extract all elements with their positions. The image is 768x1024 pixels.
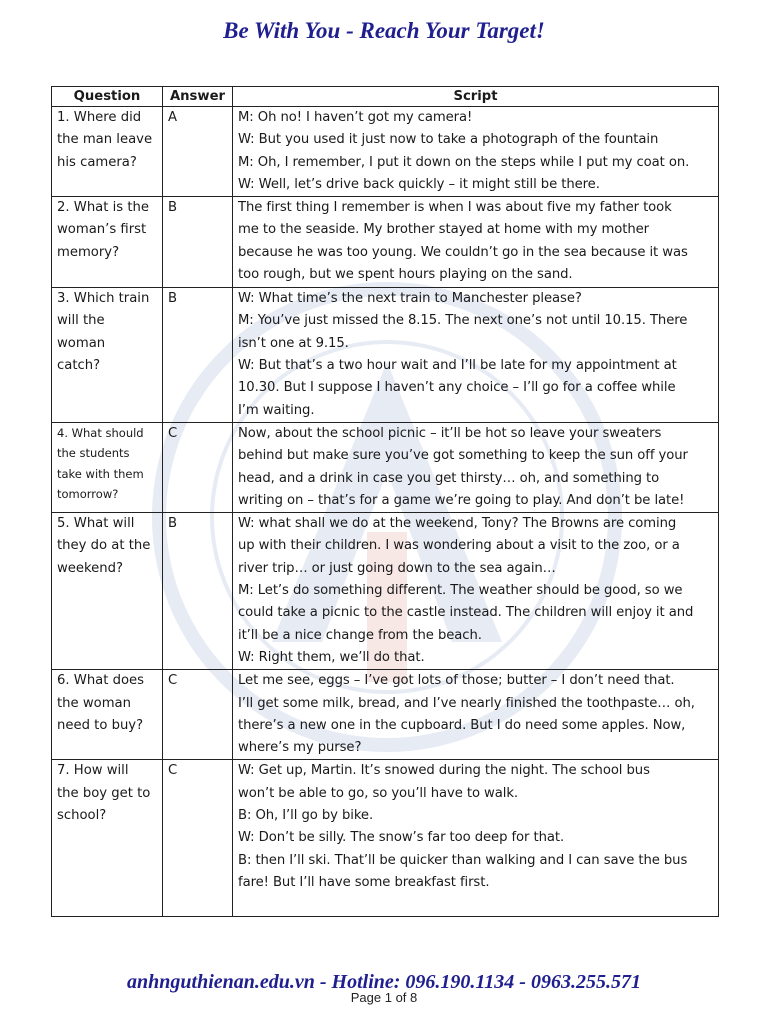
question-cell: 6. What does the woman need to buy? [52,670,163,760]
table-row [52,670,719,760]
answer-cell: C [163,422,233,512]
column-header-answer: Answer [163,87,233,107]
question-cell: 7. How will the boy get to school? [52,760,163,917]
column-header-question: Question [52,87,163,107]
footer-contact: anhnguthienan.edu.vn - Hotline: 096.190.1134 - 0963.255.571 [127,971,641,993]
column-header-script: Script [233,87,719,107]
table-header-row [52,87,719,107]
script-cell: W: What time’s the next train to Manchester please? M: You’ve just missed the 8.15. The next one’s not until 10.15. There isn’t one at 9.15. W: But that’s a two hour wait and I’ll be late for my appointment at 10.30. But I suppose I haven’t any choice – I’ll go for a coffee while I’m waiting. [233,288,719,423]
script-cell: Now, about the school picnic – it’ll be hot so leave your sweaters behind but make sure you’ve got something to keep the sun off your head, and a drink in case you get thirsty… oh, and something to writing on – that’s for a game we’re going to play. And don’t be late! [233,422,719,512]
question-cell: 2. What is the woman’s first memory? [52,197,163,288]
table-row [52,422,719,512]
answer-cell: C [163,760,233,917]
script-cell: W: Get up, Martin. It’s snowed during the night. The school bus won’t be able to go, so you’ll have to walk. B: Oh, I’ll go by bike. W: Don’t be silly. The snow’s far too deep for that. B: then I’ll ski. That’ll be quicker than walking and I can save the bus fare! But I’ll have some breakfast first. [233,760,719,917]
page-header-title: Be With You - Reach Your Target! [223,18,545,43]
table-row [52,197,719,288]
answer-cell: A [163,107,233,197]
script-cell: M: Oh no! I haven’t got my camera! W: But you used it just now to take a photograph of the fountain M: Oh, I remember, I put it down on the steps while I put my coat on. W: Well, let’s drive back quickly – it might still be there. [233,107,719,197]
answer-cell: B [163,513,233,670]
script-table [51,86,719,917]
script-cell: The first thing I remember is when I was about five my father took me to the seaside. My brother stayed at home with my mother because he was too young. We couldn’t go in the sea because it was too rough, but we spent hours playing on the sand. [233,197,719,288]
table-row [52,760,719,917]
table-row [52,513,719,670]
table-row [52,288,719,423]
script-cell: Let me see, eggs – I’ve got lots of those; butter – I don’t need that. I’ll get some milk, bread, and I’ve nearly finished the toothpaste… oh, there’s a new one in the cupboard. But I do need some apples. Now, where’s my purse? [233,670,719,760]
question-cell: 1. Where did the man leave his camera? [52,107,163,197]
question-cell: 4. What should the students take with them tomorrow? [52,422,163,512]
table-row [52,107,719,197]
answer-cell: B [163,288,233,423]
answer-cell: B [163,197,233,288]
page-number: Page 1 of 8 [350,990,418,1005]
question-cell: 5. What will they do at the weekend? [52,513,163,670]
question-cell: 3. Which train will the woman catch? [52,288,163,423]
answer-cell: C [163,670,233,760]
script-cell: W: what shall we do at the weekend, Tony? The Browns are coming up with their children. I was wondering about a visit to the zoo, or a river trip… or just going down to the sea again… M: Let’s do something different. The weather should be good, so we could take a picnic to the castle instead. The children will enjoy it and it’ll be a nice change from the beach. W: Right them, we’ll do that. [233,513,719,670]
